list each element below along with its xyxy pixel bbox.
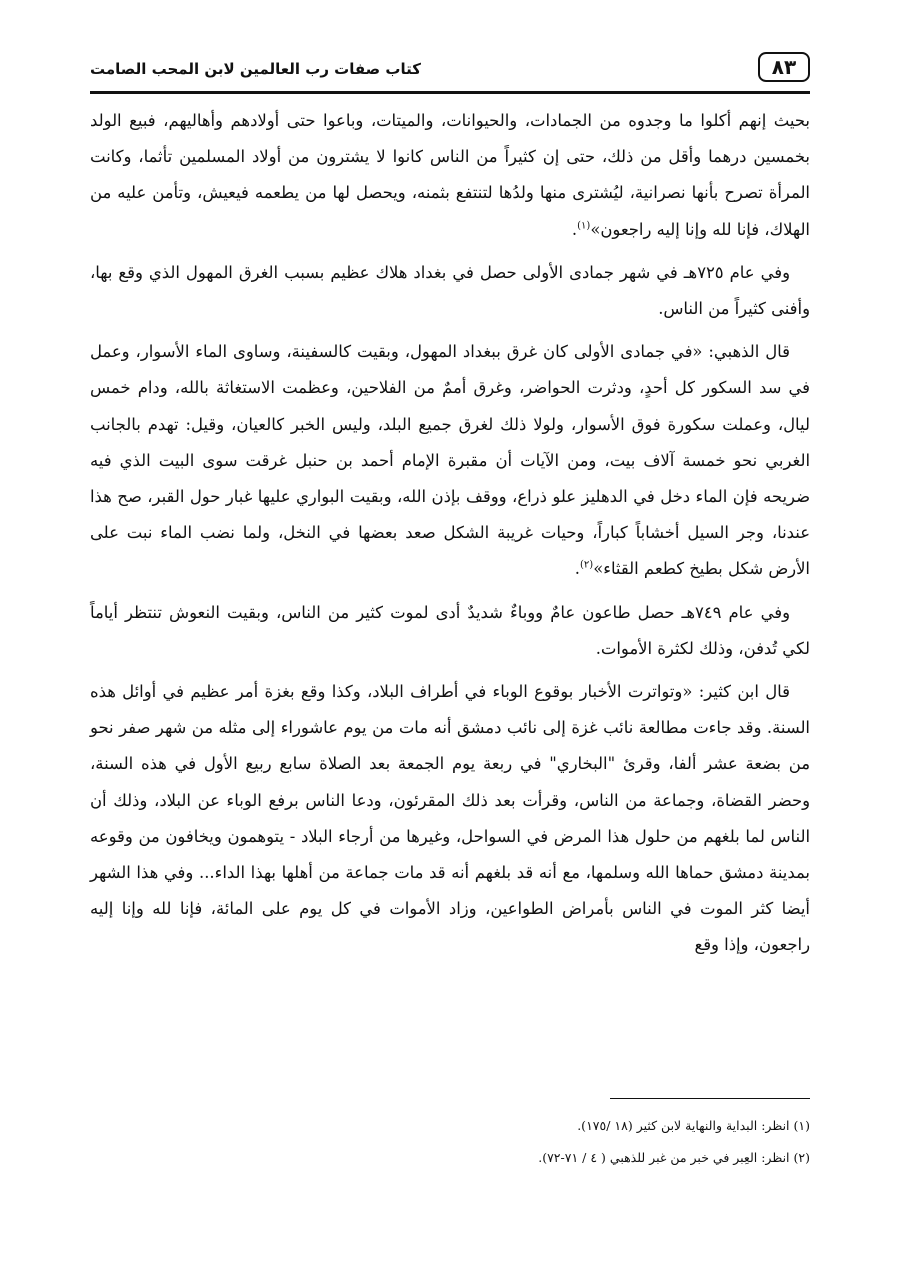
main-text <box>90 103 810 971</box>
paragraph-plague-intro: وفي عام ٧٤٩هـ حصل طاعون عامٌ ووباءٌ شديدٌ أدى لموت كثير من الناس، وبقيت النعوش تنتظر أياماً لكي تُدفن، وذلك لكثرة الأموات. <box>90 602 810 658</box>
footnote-ref-1[interactable]: (١) <box>577 220 591 232</box>
footnote-2: (٢) انظر: العِبر في خبر من غبر للذهبي ( ٤ / ٧١-٧٢). <box>538 1150 810 1165</box>
footnote-1: (١) انظر: البداية والنهاية لابن كثير (١٨ /١٧٥). <box>577 1118 810 1133</box>
page-number: ٨٣ <box>758 52 810 82</box>
paragraph-ibn-kathir-quote: قال ابن كثير: «وتواترت الأخبار بوقوع الوباء في أطراف البلاد، وكذا وقع بغزة أمر عظيم في أوائل هذه السنة. وقد جاءت مطالعة نائب غزة إلى نائب دمشق أنه مات من يوم عاشوراء إلى مثله من شهر صفر نحو من بضعة عشر ألفا، وقرئ "البخاري" في ربعة يوم الجمعة بعد الصلاة سابع ربيع الأول في هذه السنة، وحضر القضاة، وجماعة من الناس، وقرأت بعد ذلك المقرئون، ودعا الناس برفع الوباء عن البلاد، وذلك أن الناس لما بلغهم من حلول هذا المرض في السواحل، وغيرها من أرجاء البلاد - يتوهمون ويخافون من وقوعه بمدينة دمشق حماها الله وسلمها، مع أنه قد بلغهم أنه قد مات جماعة من أهلها بهذا الداء... وفي هذا الشهر أيضا كثر الموت في الناس بأمراض الطواعين، وزاد الأموات في كل يوم على المائة، فإنا لله وإنا إليه راجعون، وإذا وقع <box>90 682 810 955</box>
book-title: كتاب صفات رب العالمين لابن المحب الصامت <box>90 60 421 78</box>
footnote-ref-2[interactable]: (٢) <box>580 559 594 571</box>
header-divider <box>90 91 810 94</box>
paragraph-flood-intro: وفي عام ٧٢٥هـ في شهر جمادى الأولى حصل في بغداد هلاك عظيم بسبب الغرق المهول الذي وقع بها، وأفنى كثيراً من الناس. <box>90 262 810 319</box>
paragraph-famine: بحيث إنهم أكلوا ما وجدوه من الجمادات، والحيوانات، والميتات، وباعوا حتى أولادهم وأهاليهم، فبيع الولد بخمسين درهما وأقل من ذلك، حتى إن كثيراً من الناس كانوا لا يشترون من أولاد المسلمين تأثما، وكانت المرأة تصرح بأنها نصرانية، ليُشترى منها ولدُها لتنتفع بثمنه، ويحصل لها من يطعمه فيعيش، وتأمن عليه من الهلاك، فإنا لله وإنا إليه راجعون»$^{(١)}$. <box>90 111 810 239</box>
footnotes <box>90 1110 810 1174</box>
paragraph-dhahabi-quote: قال الذهبي: «في جمادى الأولى كان غرق ببغداد المهول، وبقيت كالسفينة، وساوى الماء الأسوار، وعمل في سد السكور كل أحدٍ، ودثرت الحواضر، وغرق أممٌ من الفلاحين، وعظمت الاستغاثة بالله، ودام خمس ليال، وعملت سكورة فوق الأسوار، ولولا ذلك لغرق جميع البلد، وليس الخبر كالعيان، وقيل: تهدم بالجانب الغربي نحو خمسة آلاف بيت، ومن الآيات أن مقبرة الإمام أحمد بن حنبل غرقت سوى البيت الذي فيه ضريحه فإن الماء دخل في الدهليز علو ذراع، ووقف بإذن الله، وبقيت البواري عليها غبار حول القبر، صح هذا عندنا، وجر السيل أخشاباً كباراً، وحيات غريبة الشكل صعد بعضها في النخل، ولما نضب الماء نبت على الأرض شكل بطيخ كطعم القثاء»$^{(٢)}$. <box>90 342 810 579</box>
footnote-divider <box>610 1098 810 1099</box>
paragraph-text: قال الذهبي: «في جمادى الأولى كان غرق ببغداد المهول، وبقيت كالسفينة، وساوى الماء الأسوار، وعمل في سد السكور كل أحدٍ، ودثرت الحواضر، وغرق أممٌ من الفلاحين، وعظمت الاستغاثة بالله، ودام خمس ليال، وعملت سكورة فوق الأسوار، ولولا ذلك لغرق جميع البلد، وليس الخبر كالعيان، وقيل: تهدم بالجانب الغربي نحو خمسة آلاف بيت، ومن الآيات أن مقبرة الإمام أحمد بن حنبل غرقت سوى البيت الذي فيه ضريحه فإن الماء دخل في الدهليز علو ذراع، ووقف بإذن الله، وبقيت البواري عليها غبار حول القبر، صح هذا عندنا، وجر السيل أخشاباً كباراً، وحيات غريبة الشكل صعد بعضها في النخل، ولما نضب الماء نبت على الأرض شكل بطيخ كطعم القثاء» <box>90 342 810 579</box>
paragraph-text: بحيث إنهم أكلوا ما وجدوه من الجمادات، والحيوانات، والميتات، وباعوا حتى أولادهم وأهاليهم، فبيع الولد بخمسين درهما وأقل من ذلك، حتى إن كثيراً من الناس كانوا لا يشترون من أولاد المسلمين تأثما، وكانت المرأة تصرح بأنها نصرانية، ليُشترى منها ولدُها لتنتفع بثمنه، ويحصل لها من يطعمه فيعيش، وتأمن عليه من الهلاك، فإنا لله وإنا إليه راجعون» <box>90 111 810 239</box>
page-header <box>90 52 810 92</box>
